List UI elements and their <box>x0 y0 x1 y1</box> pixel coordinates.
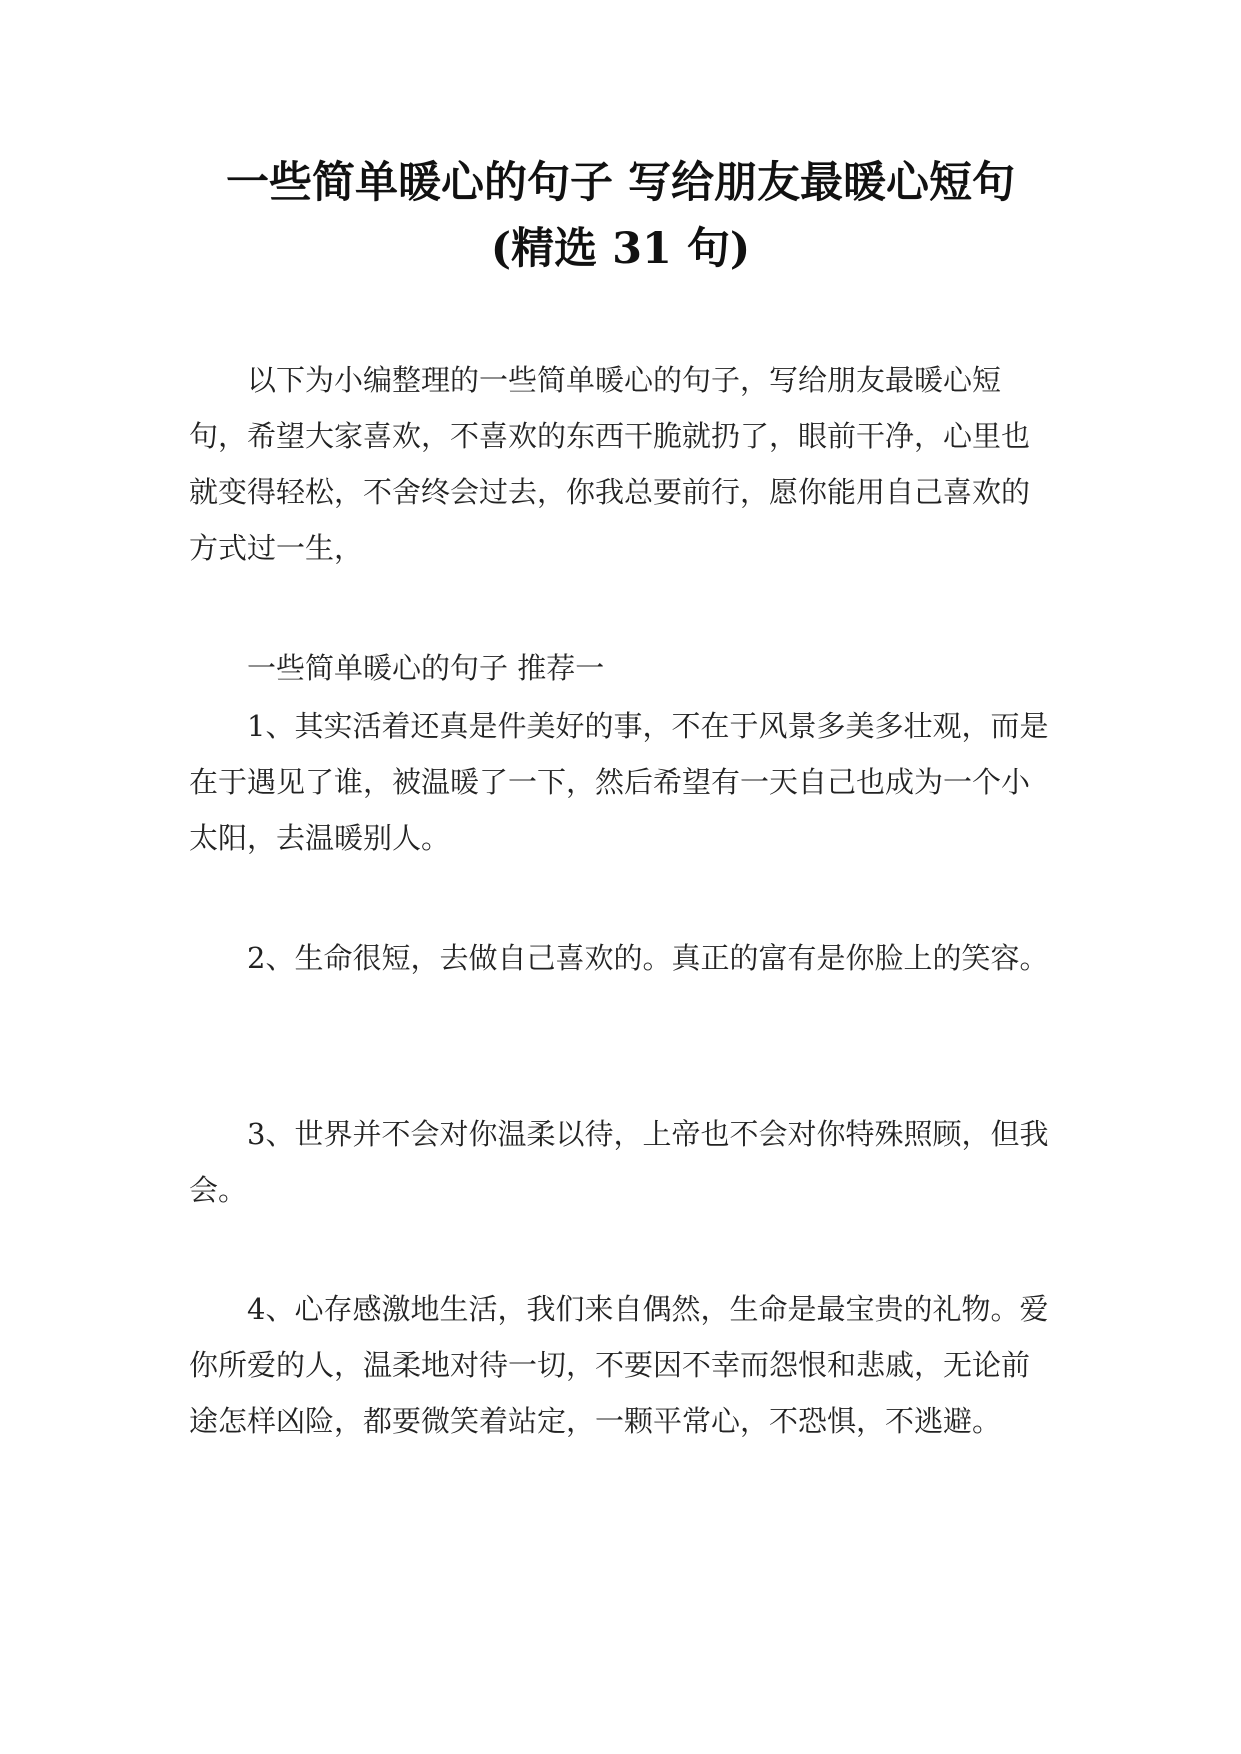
section-heading: 一些简单暖心的句子 推荐一 <box>247 651 605 685</box>
intro-paragraph: 以下为小编整理的一些简单暖心的句子，写给朋友最暖心短句，希望大家喜欢，不喜欢的东西干脆就扔了，眼前干净，心里也就变得轻松，不舍终会过去，你我总要前行，愿你能用自己喜欢的方式过一生， <box>189 363 1031 565</box>
page-title <box>120 150 1121 282</box>
list-item: 4、心存感激地生活，我们来自偶然，生命是最宝贵的礼物。爱你所爱的人，温柔地对待一切，不要因不幸而怨恨和悲戚，无论前途怎样凶险，都要微笑着站定，一颗平常心，不恐惧，不逃避。 <box>189 1292 1049 1438</box>
title-line-1: 一些简单暖心的句子 写给朋友最暖心短句 <box>226 158 1015 208</box>
list-item: 2、生命很短，去做自己喜欢的。真正的富有是你脸上的笑容。 <box>247 941 1049 975</box>
list-item: 1、其实活着还真是件美好的事，不在于风景多美多壮观，而是在于遇见了谁，被温暖了一下，然后希望有一天自己也成为一个小太阳，去温暖别人。 <box>189 709 1049 855</box>
list-item: 3、世界并不会对你温柔以待，上帝也不会对你特殊照顾，但我会。 <box>189 1117 1049 1207</box>
title-line-2: (精选 31 句) <box>490 224 751 274</box>
